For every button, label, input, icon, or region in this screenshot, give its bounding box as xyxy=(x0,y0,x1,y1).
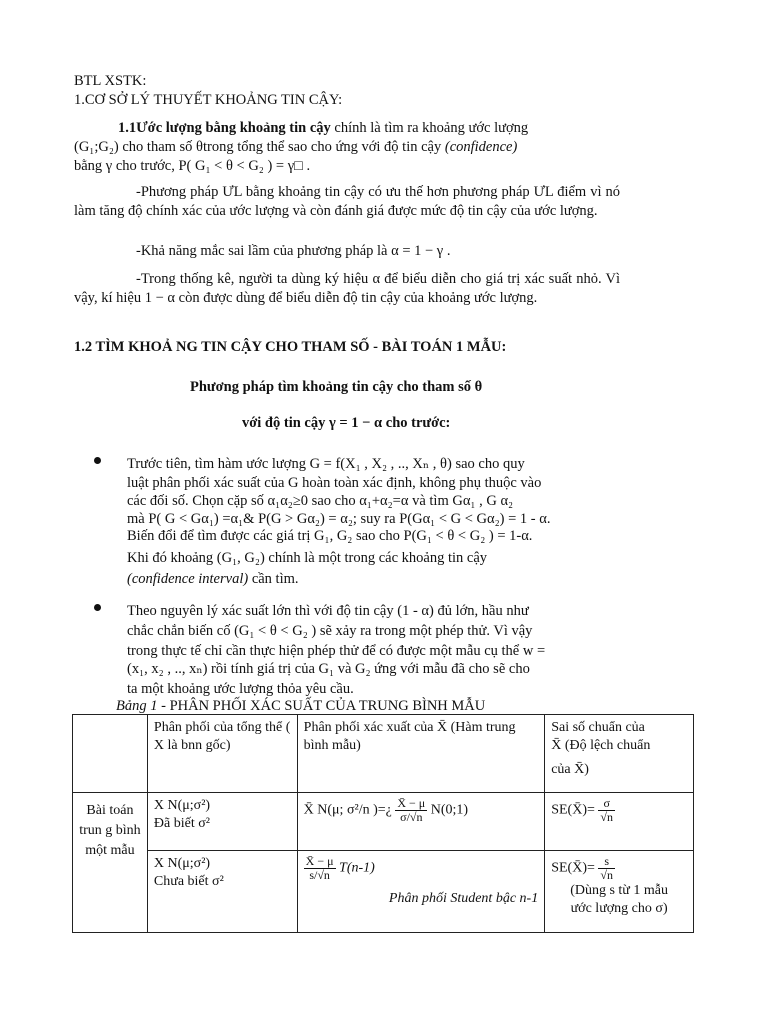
r2-sample-mean xyxy=(297,851,545,933)
r2-se-note1: (Dùng s từ 1 mẫu xyxy=(570,883,668,898)
distribution-table xyxy=(72,714,694,933)
r1-z-numerator: X̄ − μ xyxy=(397,796,426,810)
header-se-line3: của X̄) xyxy=(551,762,589,777)
method-line2: với độ tin cậy γ = 1 − α cho trước: xyxy=(242,415,451,431)
header-se-line1: Sai số chuẩn của xyxy=(551,720,645,735)
r2-t-denominator: s/√n xyxy=(309,868,330,882)
b1-confidence-interval: (confidence interval) xyxy=(127,571,249,587)
b1-l2: luật phân phối xác suất của G hoàn toàn xác định, không phụ thuộc vào xyxy=(127,475,542,491)
header-sample-mean: Phân phối xác xuất của X̄ (Hàm trung bình mẫu) xyxy=(297,715,545,793)
header-standard-error xyxy=(545,715,694,793)
r2-student-note: Phân phối Student bậc n-1 xyxy=(388,891,539,906)
r1-standard-error xyxy=(545,793,694,851)
r2-population xyxy=(147,851,297,933)
section12-heading: 1.2 TÌM KHOẢ NG TIN CẬY CHO THAM SỐ - BÀI TOÁN 1 MẪU: xyxy=(74,339,507,355)
r1-se-numerator: σ xyxy=(598,797,615,811)
r2-t-dist: T(n-1) xyxy=(339,860,375,876)
b2-l1: Theo nguyên lý xác suất lớn thì với độ tin cậy (1 - α) đủ lớn, hầu như xyxy=(127,603,529,619)
r1-normal: N(0;1) xyxy=(430,802,469,818)
b1-l4: mà P( G < Gα₁) =α₁& P(G > Gα₂) = α₂; suy ra P(Gα₁ < G < Gα₂) = 1 - α. xyxy=(127,511,551,527)
para-alpha: -Trong thống kê, người ta dùng ký hiệu α để biểu diễn cho giá trị xác suất nhỏ. Vì vậy, kí hiệu 1 − α còn được dùng để biểu diễn độ tin cậy của khoảng ước lượng. xyxy=(74,271,620,306)
b2-l3: trong thực tế chỉ cần thực hiện phép thử để có được một mẫu cụ thể w = xyxy=(127,643,546,659)
b1-l3: các đối số. Chọn cặp số α₁α₂≥0 sao cho α₁+α₂=α và tìm Gα₁ , G α₂ xyxy=(127,493,514,509)
para-error: -Khả năng mắc sai lầm của phương pháp là α = 1 − γ . xyxy=(136,243,451,259)
bullet-dot-1 xyxy=(94,457,101,464)
b2-l2: chắc chắn biến cố (G₁ < θ < G₂ ) sẽ xảy ra trong một phép thử. Vì vậy xyxy=(127,623,533,639)
r2-variance-unknown: Chưa biết σ² xyxy=(153,874,224,889)
section1-heading: 1.CƠ SỞ LÝ THUYẾT KHOẢNG TIN CẬY: xyxy=(74,92,343,108)
bullet-dot-2 xyxy=(94,604,101,611)
method-line1: Phương pháp tìm khoảng tin cậy cho tham số θ xyxy=(190,379,483,395)
r2-se-label: SE(X̄)= xyxy=(551,860,595,876)
b1-l6: Khi đó khoảng (G₁, G₂) chính là một trong các khoảng tin cậy xyxy=(127,550,488,566)
r2-dist: X N(μ;σ²) xyxy=(153,856,211,871)
r1-se-fraction xyxy=(598,797,615,824)
r1-variance-known: Đã biết σ² xyxy=(153,816,210,831)
r2-t-numerator: X̄ − μ xyxy=(305,854,334,868)
doc-title: BTL XSTK: xyxy=(74,73,147,89)
b1-l7-rest: cần tìm. xyxy=(248,571,299,587)
b2-l4: (x₁, x₂ , .., xₙ) rồi tính giá trị của G₁ và G₂ ứng với mẫu đã cho sẽ cho xyxy=(127,661,530,677)
s11-line2 xyxy=(74,138,517,157)
header-se-line2: X̄ (Độ lệch chuẩn xyxy=(551,738,651,753)
s11-line3: bằng γ cho trước, P( G₁ < θ < G₂ ) = γ□ . xyxy=(74,158,311,174)
r1-z-fraction xyxy=(395,797,427,824)
row-label: Bài toán trun g bình một mẫu xyxy=(73,793,148,933)
r2-se-denominator: √n xyxy=(600,868,613,882)
table-caption-title: PHÂN PHỐI XÁC SUẤT CỦA TRUNG BÌNH MẪU xyxy=(169,698,486,714)
r1-dist: X N(μ;σ²) xyxy=(153,798,211,813)
r2-se-note2: ước lượng cho σ) xyxy=(570,901,668,916)
r2-standard-error xyxy=(545,851,694,933)
b2-l5: ta một khoảng ước lượng thỏa yêu cầu. xyxy=(127,681,354,697)
s11-line1-rest: chính là tìm ra khoảng ước lượng xyxy=(330,120,529,136)
r1-z-denominator: σ/√n xyxy=(400,810,423,824)
r1-se-denominator: √n xyxy=(600,810,613,824)
header-population: Phân phối của tổng thể ( X là bnn gốc) xyxy=(147,715,297,793)
r1-population xyxy=(147,793,297,851)
para-advantage: -Phương pháp ƯL bằng khoảng tin cậy có ưu thế hơn phương pháp ƯL điểm vì nó làm tăng độ chính xác của ước lượng và còn đánh giá được mức độ tin cậy của ước lượng. xyxy=(74,184,620,219)
b1-l1: Trước tiên, tìm hàm ước lượng G = f(X₁ , X₂ , .., Xₙ , θ) sao cho quy xyxy=(127,456,525,472)
table-row xyxy=(73,793,694,851)
table-header-row xyxy=(73,715,694,793)
s11-line2-text: (G₁;G₂) cho tham số θtrong tổng thể sao cho ứng với độ tin cậy xyxy=(74,139,442,155)
s11-line1 xyxy=(118,119,528,138)
r2-se-fraction xyxy=(598,855,615,882)
b1-l5: Biến đổi để tìm được các giá trị G₁, G₂ sao cho P(G₁ < θ < G₂ ) = 1-α. xyxy=(127,528,533,544)
header-empty-cell xyxy=(73,715,148,793)
b1-l7 xyxy=(127,570,299,589)
s11-lead: 1.1Ước lượng bằng khoảng tin cậy xyxy=(118,120,331,136)
r2-t-fraction xyxy=(304,855,336,882)
r1-mean-dist: X̄ N(μ; σ²/n )=¿ xyxy=(303,802,392,818)
r1-sample-mean xyxy=(297,793,545,851)
r1-se-label: SE(X̄)= xyxy=(551,802,595,818)
r2-se-numerator: s xyxy=(598,855,615,869)
s11-confidence: (confidence) xyxy=(444,139,518,155)
table-caption-label: Bảng 1 - xyxy=(116,698,170,714)
table-row xyxy=(73,851,694,933)
